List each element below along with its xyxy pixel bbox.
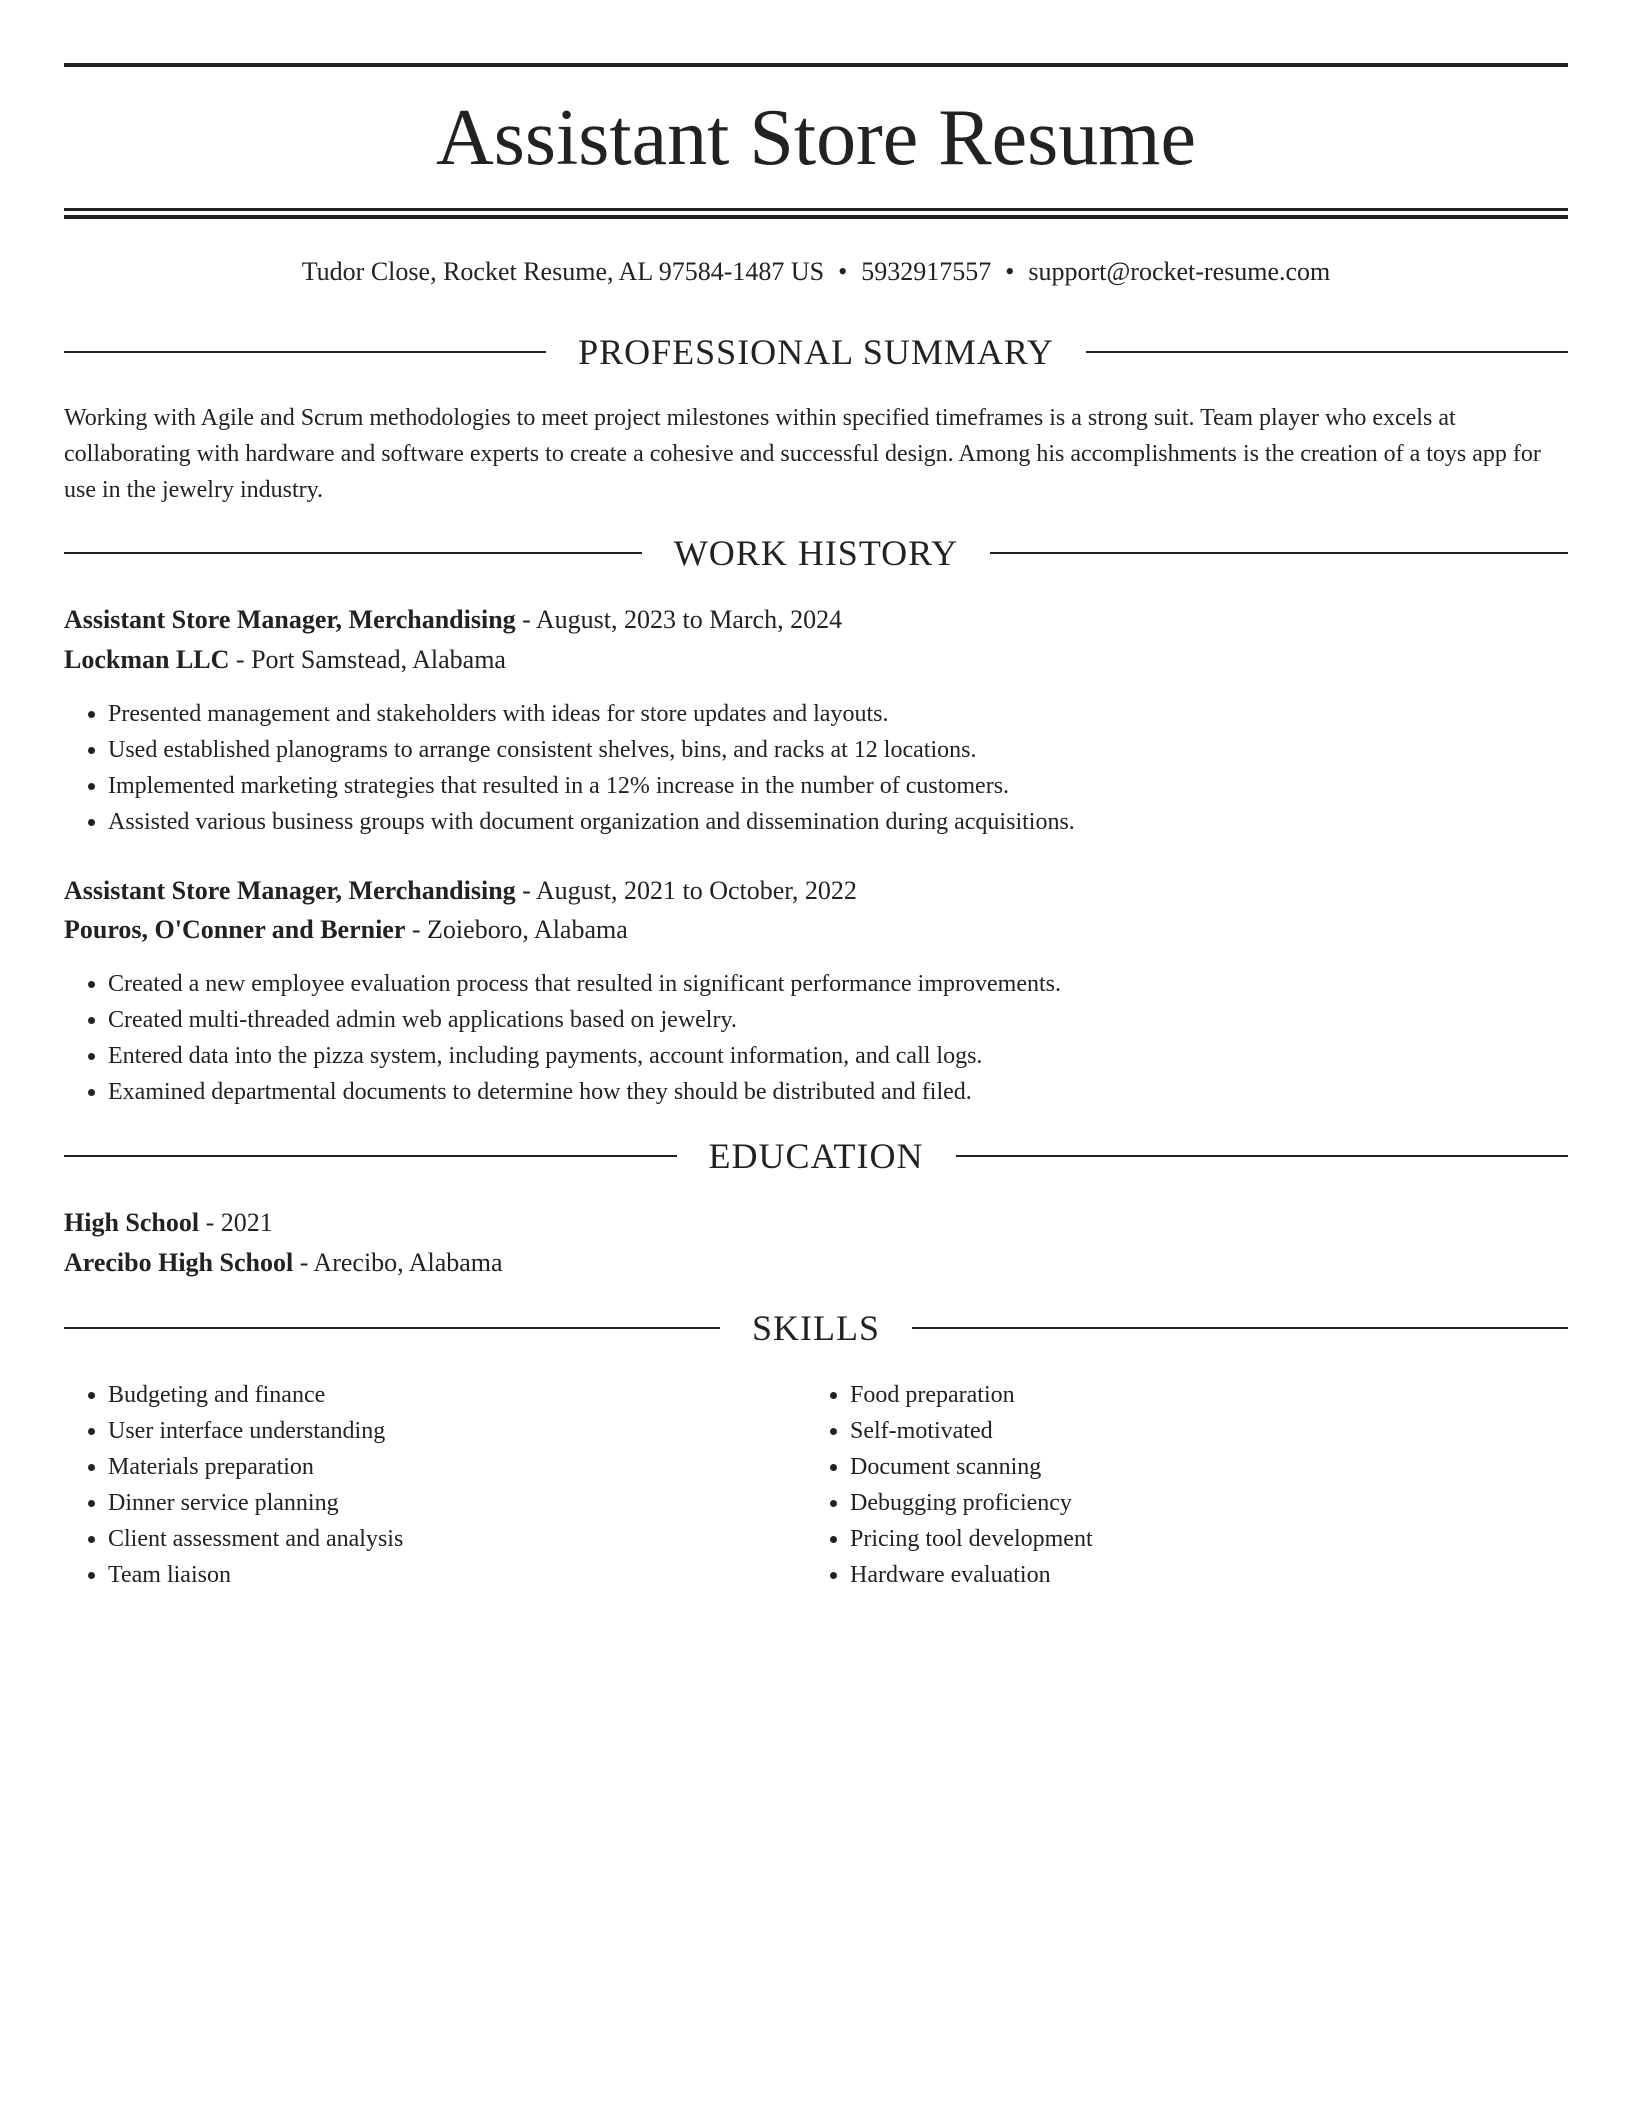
skill-item: • Client assessment and analysis [108, 1521, 808, 1557]
list-item: • Presented management and stakeholders with ideas for store updates and layouts. [108, 696, 1075, 732]
skill-item: • Debugging proficiency [850, 1485, 1550, 1521]
skill-item: • Self-motivated [850, 1413, 1550, 1449]
heading-rule-left [64, 1327, 720, 1329]
skill-item: • Budgeting and finance [108, 1377, 808, 1413]
title-rule-lower [64, 215, 1568, 219]
education-location: - Arecibo, Alabama [293, 1248, 503, 1277]
skills-list-right [806, 1377, 1550, 1593]
job-dates: - August, 2021 to October, 2022 [515, 876, 857, 905]
education-school-line [64, 1243, 1568, 1283]
job-title-line [64, 600, 1568, 640]
skill-item: • Food preparation [850, 1377, 1550, 1413]
heading-rule-right [956, 1155, 1569, 1157]
skill-item: • Hardware evaluation [850, 1557, 1550, 1593]
job-bullets [64, 696, 1075, 840]
skills-section-heading [64, 1303, 1568, 1353]
list-item: • Examined departmental documents to determine how they should be distributed and filed. [108, 1074, 1061, 1110]
education-school: Arecibo High School [64, 1248, 294, 1277]
job-title: Assistant Store Manager, Merchandising [64, 605, 516, 634]
list-item: • Implemented marketing strategies that resulted in a 12% increase in the number of customers. [108, 768, 1075, 804]
heading-rule-right [990, 552, 1568, 554]
job-location: - Zoieboro, Alabama [405, 915, 628, 944]
skills-heading-label: SKILLS [752, 1308, 881, 1348]
job-company: Lockman LLC [64, 645, 230, 674]
skill-item: • Pricing tool development [850, 1521, 1550, 1557]
title-rule-upper [64, 208, 1568, 211]
skill-item: • Materials preparation [108, 1449, 808, 1485]
job-company-line [64, 910, 1568, 950]
skill-item: • Document scanning [850, 1449, 1550, 1485]
heading-rule-right [912, 1327, 1568, 1329]
summary-section-heading [64, 327, 1568, 377]
work-section-heading [64, 528, 1568, 578]
heading-rule-left [64, 351, 546, 353]
contact-separator: • [838, 257, 848, 286]
list-item: • Assisted various business groups with document organization and dissemination during acquisitions. [108, 804, 1075, 840]
skill-item: • Dinner service planning [108, 1485, 808, 1521]
list-item: • Used established planograms to arrange consistent shelves, bins, and racks at 12 locations. [108, 732, 1075, 768]
skill-item: • Team liaison [108, 1557, 808, 1593]
contact-address: Tudor Close, Rocket Resume, AL 97584-1487 US [301, 257, 825, 286]
contact-phone: 5932917557 [861, 257, 992, 286]
education-degree-line [64, 1203, 1568, 1243]
education-heading-label: EDUCATION [708, 1136, 924, 1176]
heading-rule-left [64, 1155, 677, 1157]
list-item: • Created multi-threaded admin web applications based on jewelry. [108, 1002, 1061, 1038]
education-section-heading [64, 1131, 1568, 1181]
resume-title: Assistant Store Resume [436, 94, 1196, 182]
list-item: • Created a new employee evaluation process that resulted in significant performance improvements. [108, 966, 1061, 1002]
contact-separator: • [1005, 257, 1015, 286]
contact-line [64, 252, 1568, 292]
contact-email: support@rocket-resume.com [1028, 257, 1331, 286]
skills-list-left [64, 1377, 808, 1593]
work-heading-label: WORK HISTORY [673, 533, 959, 573]
summary-heading-label: PROFESSIONAL SUMMARY [578, 332, 1054, 372]
job-company-line [64, 640, 1568, 680]
job-location: - Port Samstead, Alabama [229, 645, 506, 674]
list-item: • Entered data into the pizza system, including payments, account information, and call logs. [108, 1038, 1061, 1074]
heading-rule-right [1086, 351, 1568, 353]
job-dates: - August, 2023 to March, 2024 [515, 605, 843, 634]
education-degree: High School [64, 1208, 200, 1237]
job-title-line [64, 871, 1568, 911]
education-year: - 2021 [199, 1208, 273, 1237]
skill-item: • User interface understanding [108, 1413, 808, 1449]
job-company: Pouros, O'Conner and Bernier [64, 915, 406, 944]
job-title: Assistant Store Manager, Merchandising [64, 876, 516, 905]
top-rule [64, 63, 1568, 67]
job-bullets [64, 966, 1061, 1110]
summary-text: Working with Agile and Scrum methodologies to meet project milestones within specified timeframes is a strong suit. Team player who excels at collaborating with hardware and software experts to create a cohesive and successful design. Among his accomplishments is the creation of a toys app for use in the jewelry industry. [64, 405, 1541, 503]
heading-rule-left [64, 552, 642, 554]
